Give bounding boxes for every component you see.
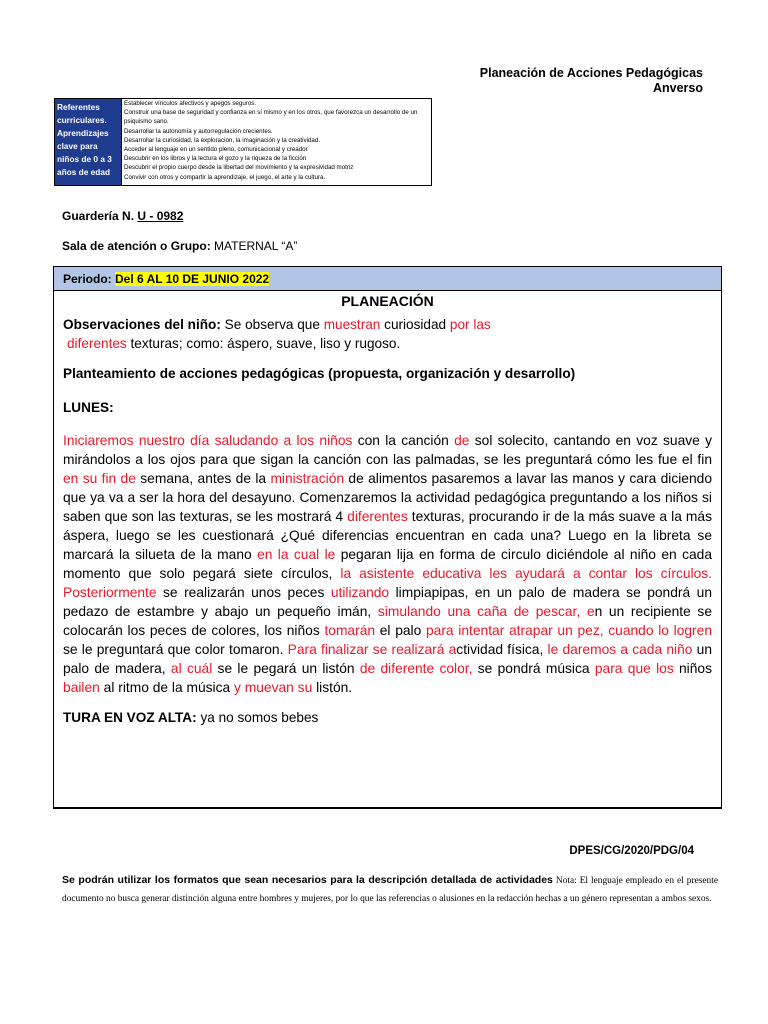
activity-text: pegaran lija en forma de circulo diciéndole al niño en cada momento que solo pegará siete círculos, bbox=[63, 547, 712, 581]
activity-text: texturas, procurando ir de la más suave a la más áspera, luego se les cuestionará ¿Qué diferencias encuentran en cada una? Luego en la libreta se marcará la silueta de la mano bbox=[63, 509, 712, 562]
activity-text: ctividad física, bbox=[456, 642, 548, 657]
sala-line bbox=[62, 239, 297, 253]
read-aloud-value: ya no somos bebes bbox=[200, 710, 319, 725]
activity-text: bailen bbox=[63, 680, 100, 695]
activity-text: n un recipiente se colocarán los peces de colores, los niños bbox=[63, 604, 712, 638]
guarderia-value: U - 0982 bbox=[137, 209, 184, 223]
guarderia-label: Guardería N. bbox=[62, 209, 135, 223]
child-observations bbox=[63, 315, 712, 353]
activity-text: Para finalizar se realizará a bbox=[287, 642, 457, 657]
planning-content bbox=[54, 293, 721, 727]
guarderia-line bbox=[62, 209, 183, 223]
obs-text: por las bbox=[449, 317, 491, 332]
activity-text: la asistente educativa les ayudará a contar los círculos. bbox=[340, 566, 712, 581]
activity-text: con la canción bbox=[352, 433, 455, 448]
activity-text: tomarán bbox=[324, 623, 376, 638]
activity-text: de alimentos pasaremos a lavar las manos y cara diciendo que ya va a ser la hora del desayuno. Comenzaremos la actividad pedagógica preguntando a los niños si saben que son las texturas, se les mostrará 4 bbox=[63, 471, 712, 524]
activity-text: en la cual le bbox=[257, 547, 336, 562]
activity-text: para que los bbox=[594, 661, 674, 676]
document-header bbox=[403, 66, 703, 96]
activity-text: de diferente color, bbox=[359, 661, 473, 676]
activity-text: utilizando bbox=[330, 585, 390, 600]
activity-text: en su fin de bbox=[63, 471, 136, 486]
observations-label: Observaciones del niño: bbox=[63, 317, 221, 332]
activity-text: se pondrá música bbox=[472, 661, 595, 676]
activity-text: al ritmo de la música bbox=[99, 680, 235, 695]
read-aloud-line bbox=[63, 708, 712, 727]
sala-label: Sala de atención o Grupo: bbox=[62, 239, 211, 253]
activity-text: de bbox=[454, 433, 470, 448]
activity-text: se le preguntará que color tomaron. bbox=[63, 642, 288, 657]
obs-text: Se observa que bbox=[224, 317, 320, 332]
curricular-references-box bbox=[54, 98, 432, 186]
activity-text: un palo de madera, bbox=[63, 642, 712, 676]
period-value: Del 6 AL 10 DE JUNIO 2022 bbox=[115, 272, 270, 286]
document-title: Planeación de Acciones Pedagógicas bbox=[479, 66, 703, 80]
activity-text: limpiapipas, en un palo de madera se pondrá un pedazo de estambre y abajo un pequeño imán, bbox=[63, 585, 712, 619]
activity-text: el palo bbox=[375, 623, 426, 638]
activity-text: para intentar atrapar un pez, cuando lo logren bbox=[425, 623, 712, 638]
obs-text: muestran bbox=[323, 317, 381, 332]
planning-title: PLANEACIÓN bbox=[341, 293, 434, 309]
reference-item: Construir una base de seguridad y confianza en sí mismo y en los otros, que favorezca un desarrollo de un psiquismo sano. bbox=[124, 109, 418, 126]
footer-lead: Se podrán utilizar los formatos que sean necesarios para la descripción detallada de actividades bbox=[62, 874, 553, 886]
activity-text: y muevan su bbox=[234, 680, 313, 695]
activity-text: simulando una caña de pescar, e bbox=[377, 604, 595, 619]
obs-text: diferentes bbox=[67, 336, 127, 351]
sala-value: MATERNAL “A” bbox=[214, 239, 298, 253]
activity-text: niños bbox=[673, 661, 712, 676]
activity-description bbox=[63, 431, 712, 697]
planteamiento-heading: Planteamiento de acciones pedagógicas (propuesta, organización y desarrollo) bbox=[63, 366, 576, 381]
reference-item: Establecer vínculos afectivos y apegos seguros. bbox=[124, 100, 257, 107]
read-aloud-label: TURA EN VOZ ALTA: bbox=[63, 710, 197, 725]
obs-text: texturas; como: áspero, suave, liso y rugoso. bbox=[130, 336, 401, 351]
reference-item: Descubrir en los libros y la lectura el gozo y la riqueza de la ficción bbox=[124, 155, 307, 163]
reference-item: Acceder al lenguaje en un sentido pleno, comunicacional y creador bbox=[124, 146, 308, 154]
document-subtitle: Anverso bbox=[652, 81, 703, 95]
obs-text: curiosidad bbox=[384, 317, 447, 332]
footer-disclaimer: Nota: El lenguaje empleado en el presente documento no busca generar distinción alguna entre hombres y mujeres, por lo que las referencias o alusiones en la redacción hechas a un género representan a ambos sexos. bbox=[62, 876, 718, 904]
curricular-references-list bbox=[121, 99, 431, 185]
document-code: DPES/CG/2020/PDG/04 bbox=[569, 845, 694, 857]
reference-item: Desarrollar la curiosidad, la exploración, la imaginación y la creatividad. bbox=[124, 136, 321, 144]
activity-text: ministración bbox=[270, 471, 345, 486]
activity-text: diferentes bbox=[347, 509, 408, 524]
activity-text: sol solecito, cantando en voz suave y mirándolos a los ojos para que sigan la canción con las palmadas, se les preguntará cómo les fue el fin bbox=[63, 433, 713, 467]
day-heading: LUNES: bbox=[63, 400, 114, 415]
activity-text: listón. bbox=[312, 680, 353, 695]
reference-item: Convivir con otros y compartir la aprendizaje, el juego, el arte y la cultura. bbox=[124, 173, 326, 181]
activity-text: al cuál bbox=[170, 661, 213, 676]
period-label: Periodo: bbox=[63, 272, 112, 286]
activity-text: se le pegará un listón bbox=[212, 661, 360, 676]
curricular-references-label: Referentes curriculares. Aprendizajes clave para niños de 0 a 3 años de edad bbox=[55, 99, 121, 185]
period-bar bbox=[54, 267, 721, 291]
activity-text: semana, antes de la bbox=[135, 471, 271, 486]
activity-text: le daremos a cada niño bbox=[547, 642, 693, 657]
activity-text: se realizarán unos peces bbox=[156, 585, 331, 600]
activity-text: Iniciaremos nuestro día saludando a los niños bbox=[63, 433, 353, 448]
footer-note bbox=[62, 870, 718, 906]
activity-text: Posteriormente bbox=[63, 585, 157, 600]
reference-item: Desarrollar la autonomía y autorregulación crecientes. bbox=[124, 127, 273, 135]
reference-item: Descubrir el propio cuerpo desde la libertad del movimiento y la expresividad motriz bbox=[124, 164, 354, 172]
planning-box bbox=[53, 266, 722, 809]
